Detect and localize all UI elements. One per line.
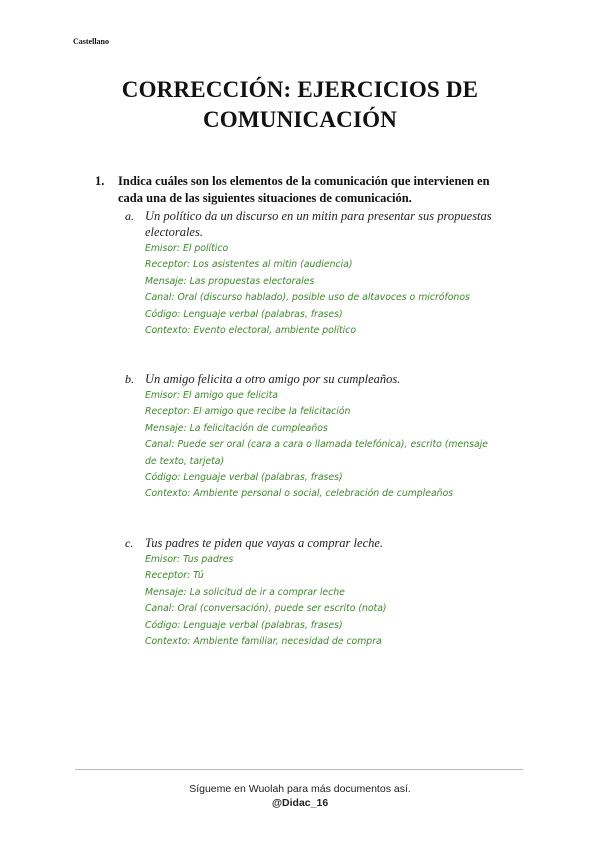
answer-canal: Canal: Oral (discurso hablado), posible uso de altavoces o micrófonos: [145, 292, 470, 304]
page-title-line-1: CORRECCIÓN: EJERCICIOS DE: [121, 77, 479, 102]
answer-codigo: Código: Lenguaje verbal (palabras, frases): [145, 308, 343, 320]
question-number: 1.: [95, 174, 105, 188]
answer-receptor: Receptor: El amigo que recibe la felicitación: [145, 406, 351, 418]
answer-emisor: Emisor: Tus padres: [145, 554, 234, 565]
exercise-item-a: [125, 208, 500, 339]
answer-codigo: Código: Lenguaje verbal (palabras, frases): [145, 472, 343, 484]
answer-contexto: Contexto: Evento electoral, ambiente político: [145, 325, 357, 337]
answer-mensaje: Mensaje: La felicitación de cumpleaños: [145, 422, 328, 434]
answer-canal: Canal: Puede ser oral (cara a cara o llamada telefónica), escrito (mensaje de texto, tarjeta): [145, 439, 488, 467]
answer-mensaje: Mensaje: Las propuestas electorales: [145, 275, 315, 287]
question-1: [95, 173, 498, 207]
answer-receptor: Receptor: Los asistentes al mitin (audiencia): [145, 259, 353, 271]
answer-contexto: Contexto: Ambiente familiar, necesidad de compra: [145, 636, 382, 648]
item-prompt: Tus padres te piden que vayas a comprar leche.: [145, 536, 384, 550]
answer-mensaje: Mensaje: La solicitud de ir a comprar leche: [145, 586, 345, 598]
exercise-item-c: [125, 535, 500, 650]
answer-emisor: Emisor: El político: [145, 243, 229, 254]
footer-divider: [75, 769, 523, 770]
item-prompt: Un amigo felicita a otro amigo por su cumpleaños.: [145, 372, 401, 386]
subject-header: Castellano: [73, 37, 109, 46]
item-letter: b.: [125, 372, 134, 386]
answer-list: [145, 388, 500, 503]
answer-emisor: Emisor: El amigo que felicita: [145, 390, 278, 401]
footer-author[interactable]: @Didac_16: [271, 797, 329, 809]
question-text: Indica cuáles son los elementos de la comunicación que intervienen en cada una de las siguientes situaciones de comunicación.: [118, 174, 490, 205]
footer-note: Sígueme en Wuolah para más documentos así.: [189, 783, 411, 795]
answer-contexto: Contexto: Ambiente personal o social, celebración de cumpleaños: [145, 488, 454, 500]
item-letter: a.: [125, 209, 134, 223]
answer-list: [145, 241, 500, 339]
answer-codigo: Código: Lenguaje verbal (palabras, frases): [145, 619, 343, 631]
exercise-item-b: [125, 371, 500, 503]
answer-canal: Canal: Oral (conversación), puede ser escrito (nota): [145, 603, 387, 615]
item-prompt: Un político da un discurso en un mitin para presentar sus propuestas electorales.: [145, 209, 492, 239]
page-title: [0, 75, 600, 135]
answer-receptor: Receptor: Tú: [145, 570, 204, 582]
page-title-line-2: COMUNICACIÓN: [202, 107, 398, 132]
answer-list: [145, 552, 500, 650]
item-letter: c.: [125, 536, 134, 550]
